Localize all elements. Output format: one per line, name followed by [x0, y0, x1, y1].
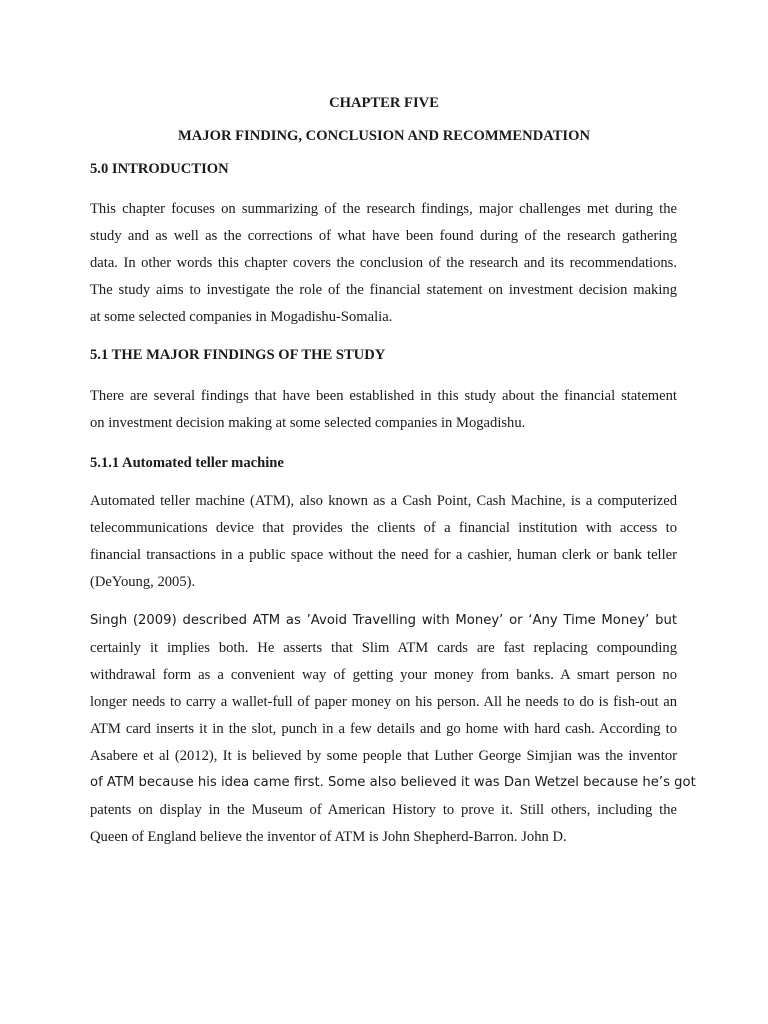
chapter-subtitle: MAJOR FINDING, CONCLUSION AND RECOMMENDATION: [177, 128, 590, 144]
section-heading-introduction: 5.0 INTRODUCTION: [90, 161, 229, 177]
paragraph-line: There are several findings that have been established in this study about the financial statement: [90, 388, 677, 404]
paragraph-line: at some selected companies in Mogadishu-Somalia.: [90, 309, 393, 325]
paragraph-line: ATM card inserts it in the slot, punch in a few details and go home with hard cash. According to: [90, 721, 677, 737]
paragraph-line: Asabere et al (2012), It is believed by some people that Luther George Simjian was the inventor: [90, 748, 677, 764]
subsection-heading-atm: 5.1.1 Automated teller machine: [90, 455, 284, 471]
section-heading-major-findings: 5.1 THE MAJOR FINDINGS OF THE STUDY: [90, 347, 386, 363]
paragraph-line: financial transactions in a public space without the need for a cashier, human clerk or bank teller: [90, 547, 677, 563]
paragraph-line: This chapter focuses on summarizing of the research findings, major challenges met during the: [90, 201, 677, 217]
paragraph-line: withdrawal form as a convenient way of getting your money from banks. A smart person no: [90, 667, 677, 683]
paragraph-line: Singh (2009) described ATM as ’Avoid Travelling with Money’ or ‘Any Time Money’ but: [90, 613, 677, 628]
paragraph-line: patents on display in the Museum of American History to prove it. Still others, including the: [90, 802, 677, 818]
paragraph-line: data. In other words this chapter covers the conclusion of the research and its recommendations.: [90, 255, 677, 271]
paragraph-line: on investment decision making at some selected companies in Mogadishu.: [90, 415, 526, 431]
paragraph-line: telecommunications device that provides the clients of a financial institution with access to: [90, 520, 677, 536]
paragraph-line: of ATM because his idea came first. Some also believed it was Dan Wetzel because he’s got: [90, 775, 696, 790]
paragraph-line: certainly it implies both. He asserts that Slim ATM cards are fast replacing compounding: [90, 640, 677, 656]
paragraph-line: Queen of England believe the inventor of ATM is John Shepherd-Barron. John D.: [90, 829, 567, 845]
paragraph-line: (DeYoung, 2005).: [90, 574, 196, 590]
chapter-title: CHAPTER FIVE: [329, 95, 439, 111]
paragraph-line: longer needs to carry a wallet-full of paper money on his person. All he needs to do is fish-out an: [90, 694, 677, 710]
paragraph-line: The study aims to investigate the role of the financial statement on investment decision making: [90, 282, 677, 298]
paragraph-line: study and as well as the corrections of what have been found during of the research gathering: [90, 228, 677, 244]
paragraph-line: Automated teller machine (ATM), also known as a Cash Point, Cash Machine, is a computerized: [90, 493, 677, 509]
